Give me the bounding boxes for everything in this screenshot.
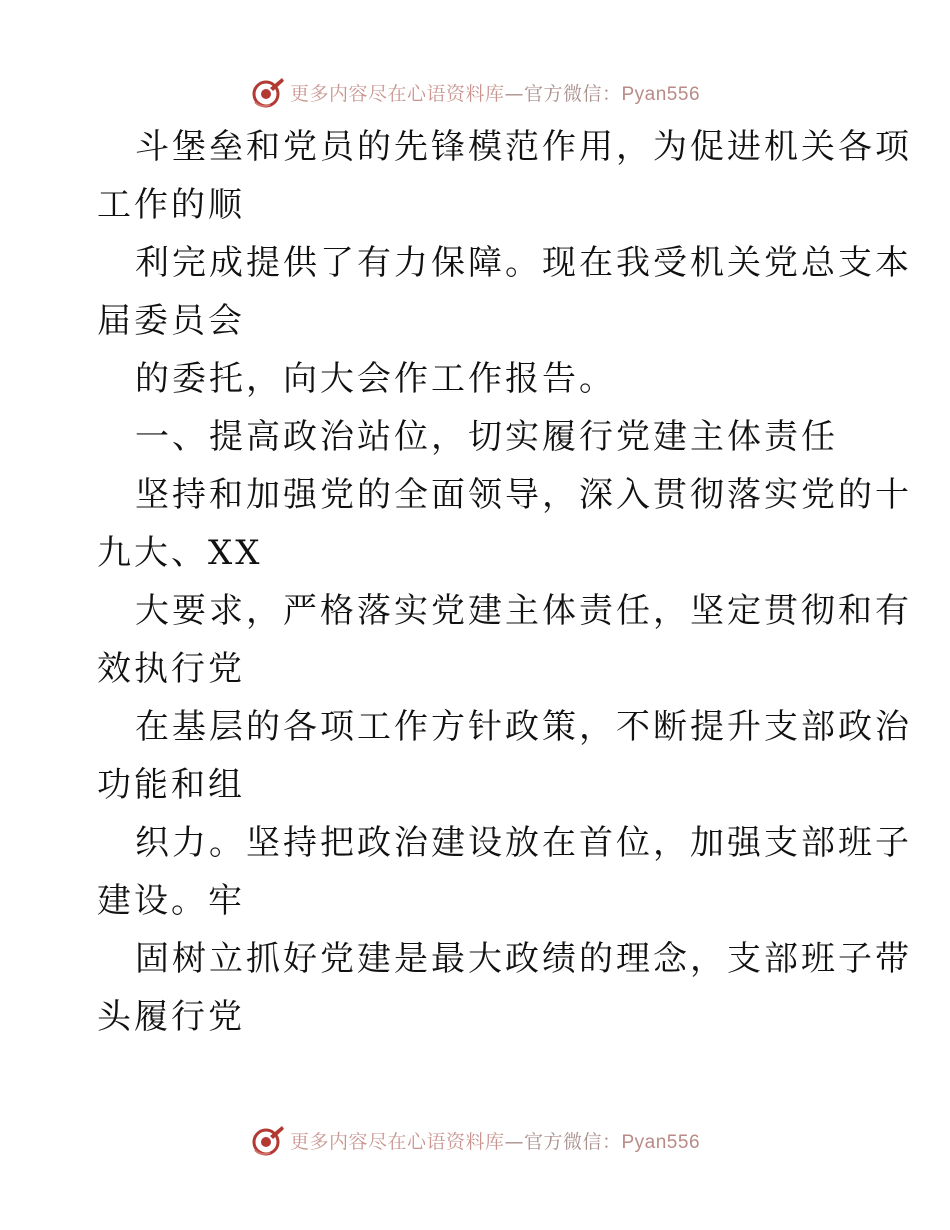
watermark-text	[290, 1127, 700, 1154]
watermark-wechat-id: Pyan556	[621, 1131, 701, 1153]
text-line: 九大、XX	[97, 533, 263, 573]
text-line: 功能和组	[97, 765, 245, 805]
text-line: 效执行党	[97, 649, 245, 689]
text-line: 届委员会	[97, 301, 245, 341]
watermark-separator: —	[504, 1130, 524, 1153]
watermark-separator: —	[504, 82, 524, 105]
text-line: 固树立抓好党建是最大政绩的理念，支部班子带	[135, 939, 912, 979]
text-line: 利完成提供了有力保障。现在我受机关党总支本	[135, 243, 912, 283]
watermark-text	[290, 79, 700, 106]
watermark-wechat-label: 官方微信：	[523, 82, 622, 105]
text-line: 的委托，向大会作工作报告。	[135, 359, 616, 399]
text-line: 坚持和加强党的全面领导，深入贯彻落实党的十	[135, 475, 912, 515]
text-line: 工作的顺	[97, 185, 245, 225]
document-body	[97, 118, 912, 1046]
text-line: 建设。牢	[97, 881, 245, 921]
pen-logo-icon	[250, 1122, 286, 1158]
text-line: 头履行党	[97, 997, 245, 1037]
watermark-site-name: 更多内容尽在心语资料库	[289, 1130, 505, 1153]
header-watermark	[0, 72, 950, 112]
text-line: 斗堡垒和党员的先锋模范作用，为促进机关各项	[135, 127, 912, 167]
pen-logo-icon	[250, 74, 286, 110]
watermark-wechat-label: 官方微信：	[523, 1130, 622, 1153]
text-line: 大要求，严格落实党建主体责任，坚定贯彻和有	[135, 591, 912, 631]
text-line: 织力。坚持把政治建设放在首位，加强支部班子	[135, 823, 912, 863]
watermark-site-name: 更多内容尽在心语资料库	[289, 82, 505, 105]
footer-watermark	[0, 1120, 950, 1160]
watermark-wechat-id: Pyan556	[621, 83, 701, 105]
section-heading: 一、提高政治站位，切实履行党建主体责任	[135, 417, 838, 457]
text-line: 在基层的各项工作方针政策，不断提升支部政治	[135, 707, 912, 747]
